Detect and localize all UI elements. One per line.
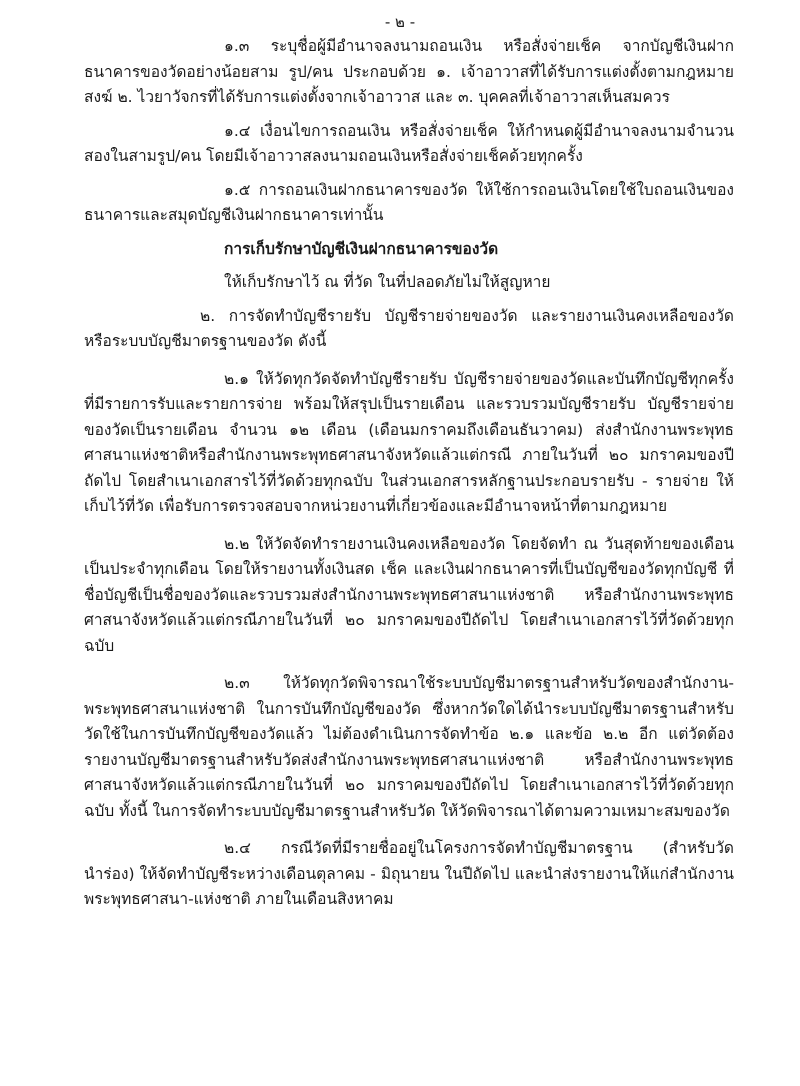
paragraph-1-5: ๑.๕ การถอนเงินฝากธนาคารของวัด ให้ใช้การถอนเงินโดยใช้ใบถอนเงินของธนาคารและสมุดบัญชีเงินฝากธนาคารเท่านั้น [84, 180, 734, 224]
paragraph-2-1: ๒.๑ ให้วัดทุกวัดจัดทำบัญชีรายรับ บัญชีรายจ่ายของวัดและบันทึกบัญชีทุกครั้งที่มีรายการรับและรายการจ่าย พร้อมให้สรุปเป็นรายเดือน และรวบรวมบัญชีรายรับ บัญชีรายจ่ายของวัดเป็นรายเดือน จำนวน ๑๒ เดือน (เดือนมกราคมถึงเดือนธันวาคม) ส่งสำนักงานพระพุทธศาสนาแห่งชาติหรือสำนักงานพระพุทธศาสนาจังหวัดแล้วแต่กรณี ภายในวันที่ ๒๐ มกราคมของปีถัดไป โดยสำเนาเอกสารไว้ที่วัดด้วยทุกฉบับ ในส่วนเอกสารหลักฐานประกอบรายรับ - รายจ่าย ให้เก็บไว้ที่วัด เพื่อรับการตรวจสอบจากหน่วยงานที่เกี่ยวข้องและมีอำนาจหน้าที่ตามกฎหมาย [84, 369, 734, 515]
storage-instruction: ให้เก็บรักษาไว้ ณ ที่วัด ในที่ปลอดภัยไม่ให้สูญหาย [224, 273, 551, 291]
section-heading-storage: การเก็บรักษาบัญชีเงินฝากธนาคารของวัด [224, 239, 499, 258]
paragraph-2-4: ๒.๔ กรณีวัดที่มีรายชื่ออยู่ในโครงการจัดทำบัญชีมาตรฐาน (สำหรับวัดนำร่อง) ให้จัดทำบัญชีระหว่างเดือนตุลาคม - มิถุนายน ในปีถัดไป และนำส่งรายงานให้แก่สำนักงานพระพุทธศาสนา-แห่งชาติ ภายในเดือนสิงหาคม [84, 839, 734, 908]
paragraph-2-3: ๒.๓ ให้วัดทุกวัดพิจารณาใช้ระบบบัญชีมาตรฐานสำหรับวัดของสำนักงาน-พระพุทธศาสนาแห่งชาติ ในการบันทึกบัญชีของวัด ซึ่งหากวัดใดได้นำระบบบัญชีมาตรฐานสำหรับวัดใช้ในการบันทึกบัญชีของวัดแล้ว ไม่ต้องดำเนินการจัดทำข้อ ๒.๑ และข้อ ๒.๒ อีก แต่วัดต้องรายงานบัญชีมาตรฐานสำหรับวัดส่งสำนักงานพระพุทธศาสนาแห่งชาติ หรือสำนักงานพระพุทธศาสนาจังหวัดแล้วแต่กรณีภายในวันที่ ๒๐ มกราคมของปีถัดไป โดยสำเนาเอกสารไว้ที่วัดด้วยทุกฉบับ ทั้งนี้ ในการจัดทำระบบบัญชีมาตรฐานสำหรับวัด ให้วัดพิจารณาได้ตามความเหมาะสมของวัด [84, 674, 734, 820]
page-number: - ๒ - [384, 13, 416, 31]
document-body [84, 34, 734, 913]
paragraph-2-2: ๒.๒ ให้วัดจัดทำรายงานเงินคงเหลือของวัด โดยจัดทำ ณ วันสุดท้ายของเดือน เป็นประจำทุกเดือน โดยให้รายงานทั้งเงินสด เช็ค และเงินฝากธนาคารที่เป็นบัญชีของวัดทุกบัญชี ที่ชื่อบัญชีเป็นชื่อของวัดและรวบรวมส่งสำนักงานพระพุทธศาสนาแห่งชาติ หรือสำนักงานพระพุทธศาสนาจังหวัดแล้วแต่กรณีภายในวันที่ ๒๐ มกราคมของปีถัดไป โดยสำเนาเอกสารไว้ที่วัดด้วยทุกฉบับ [84, 534, 734, 655]
paragraph-1-4: ๑.๔ เงื่อนไขการถอนเงิน หรือสั่งจ่ายเช็ค ให้กำหนดผู้มีอำนาจลงนามจำนวนสองในสามรูป/คน โดยมีเจ้าอาวาสลงนามถอนเงินหรือสั่งจ่ายเช็คด้วยทุกครั้ง [84, 121, 734, 165]
paragraph-1-3: ๑.๓ ระบุชื่อผู้มีอำนาจลงนามถอนเงิน หรือสั่งจ่ายเช็ค จากบัญชีเงินฝากธนาคารของวัดอย่างน้อยสาม รูป/คน ประกอบด้วย ๑. เจ้าอาวาสที่ได้รับการแต่งตั้งตามกฎหมายสงฆ์ ๒. ไวยาวัจกรที่ได้รับการแต่งตั้งจากเจ้าอาวาส และ ๓. บุคคลที่เจ้าอาวาสเห็นสมควร [84, 37, 734, 106]
paragraph-2: ๒. การจัดทำบัญชีรายรับ บัญชีรายจ่ายของวัด และรายงานเงินคงเหลือของวัดหรือระบบบัญชีมาตรฐานของวัด ดังนี้ [84, 306, 734, 350]
